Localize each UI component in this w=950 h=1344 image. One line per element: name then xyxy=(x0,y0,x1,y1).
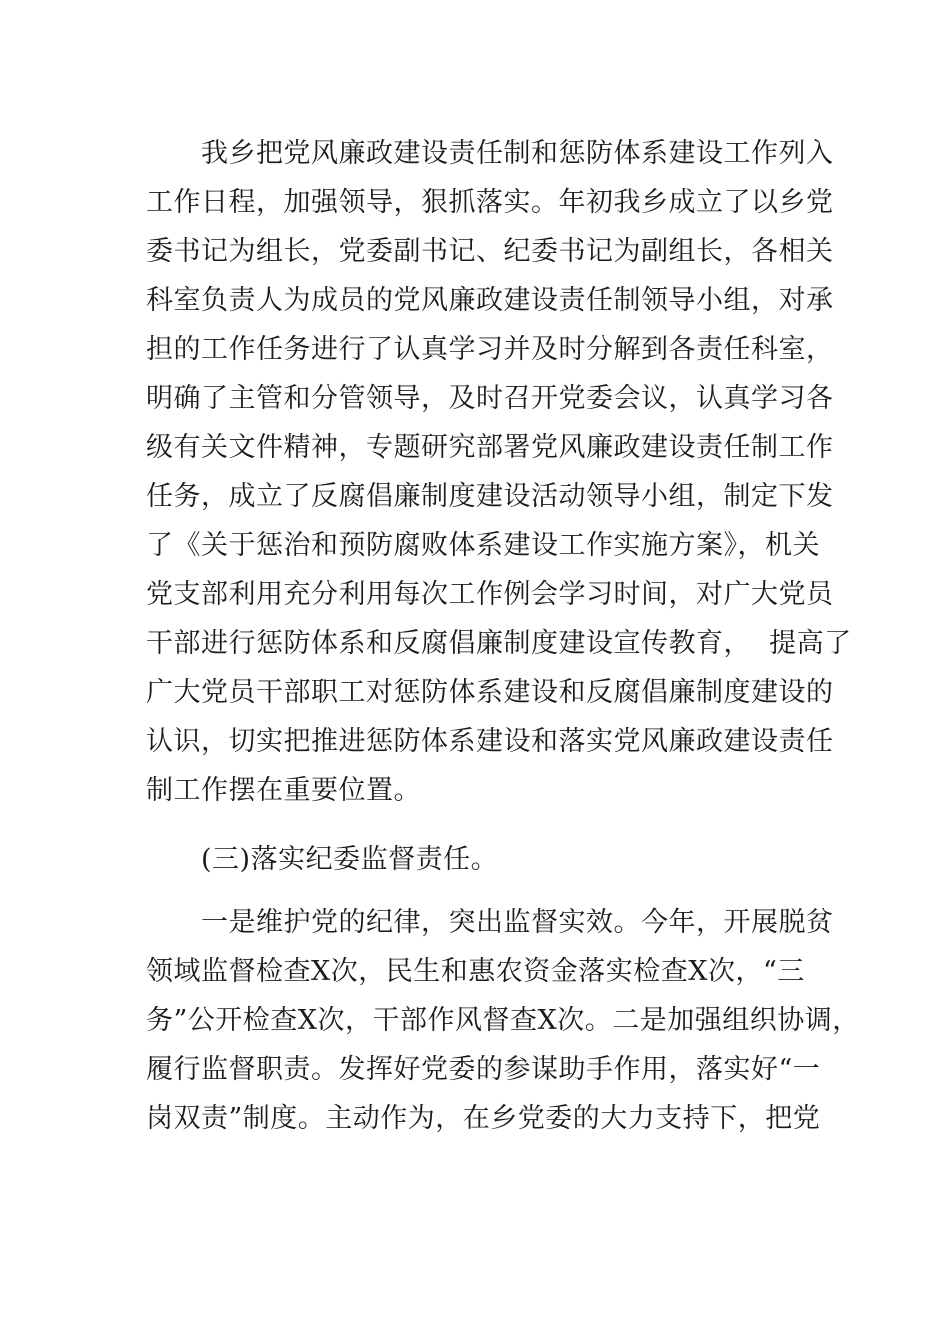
paragraph-1-line-9: 了《关于惩治和预防腐败体系建设工作实施方案》，机关 xyxy=(146,530,820,561)
paragraph-1-line-8: 任务，成立了反腐倡廉制度建设活动领导小组，制定下发 xyxy=(146,481,834,512)
paragraph-1-line-6: 明确了主管和分管领导，及时召开党委会议，认真学习各 xyxy=(146,383,834,414)
paragraph-1-line-5: 担的工作任务进行了认真学习并及时分解到各责任科室， xyxy=(146,334,834,365)
paragraph-2-line-1: 一是维护党的纪律，突出监督实效。今年，开展脱贫 xyxy=(146,907,834,938)
paragraph-2-line-2: 领域监督检查X次，民生和惠农资金落实检查X次，“三 xyxy=(146,956,805,987)
section-heading-3: (三)落实纪委监督责任。 xyxy=(146,844,499,875)
paragraph-1-line-11: 干部进行惩防体系和反腐倡廉制度建设宣传教育， 提高了 xyxy=(146,628,852,659)
paragraph-1-line-14: 制工作摆在重要位置。 xyxy=(146,775,421,806)
paragraph-2-line-3: 务”公开检查X次，干部作风督查X次。二是加强组织协调， xyxy=(146,1005,860,1036)
paragraph-1-line-2: 工作日程，加强领导，狠抓落实。年初我乡成立了以乡党 xyxy=(146,187,834,218)
paragraph-1-line-3: 委书记为组长，党委副书记、纪委书记为副组长，各相关 xyxy=(146,236,834,267)
paragraph-2-line-4: 履行监督职责。发挥好党委的参谋助手作用，落实好“一 xyxy=(146,1054,821,1085)
paragraph-1-line-7: 级有关文件精神，专题研究部署党风廉政建设责任制工作 xyxy=(146,432,834,463)
paragraph-2-line-5: 岗双责”制度。主动作为，在乡党委的大力支持下，把党 xyxy=(146,1103,821,1134)
paragraph-1-line-10: 党支部利用充分利用每次工作例会学习时间，对广大党员 xyxy=(146,579,834,610)
paragraph-1-line-13: 认识，切实把推进惩防体系建设和落实党风廉政建设责任 xyxy=(146,726,834,757)
paragraph-1-line-12: 广大党员干部职工对惩防体系建设和反腐倡廉制度建设的 xyxy=(146,677,834,708)
paragraph-1-line-1: 我乡把党风廉政建设责任制和惩防体系建设工作列入 xyxy=(146,138,834,169)
paragraph-1-line-4: 科室负责人为成员的党风廉政建设责任制领导小组，对承 xyxy=(146,285,834,316)
